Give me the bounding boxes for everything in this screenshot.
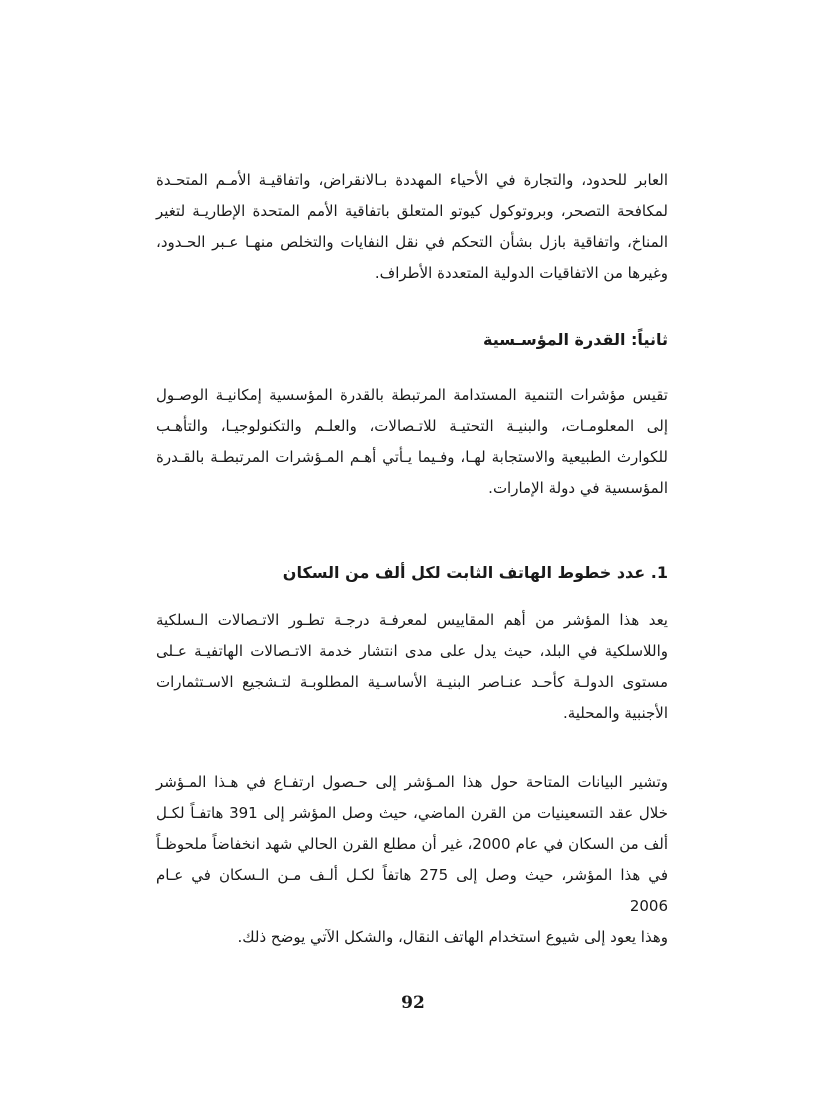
text-line: واللاسلكية في البلد، حيث يدل على مدى انتشار خدمة الاتـصالات الهاتفيـة عـلى — [156, 642, 668, 660]
paragraph-indicator-definition — [156, 605, 668, 729]
text-line: تقيس مؤشرات التنمية المستدامة المرتبطة بالقدرة المؤسسية إمكانيـة الوصـول — [156, 386, 668, 404]
text-line: وغيرها من الاتفاقيات الدولية المتعددة الأطراف. — [374, 264, 668, 282]
text-line: خلال عقد التسعينيات من القرن الماضي، حيث وصل المؤشر إلى 391 هاتفـاً لكـل — [156, 804, 669, 822]
section-heading-institutional-capacity: ثانياً: القدرة المؤسـسية — [483, 330, 668, 349]
text-line: المؤسسية في دولة الإمارات. — [488, 479, 668, 497]
text-line: العابر للحدود، والتجارة في الأحياء المهددة بـالانقراض، واتفاقيـة الأمـم المتحـدة — [156, 171, 668, 189]
text-line: وهذا يعود إلى شيوع استخدام الهاتف النقال، والشكل الآتي يوضح ذلك. — [237, 928, 668, 946]
text-line: وتشير البيانات المتاحة حول هذا المـؤشر إلى حـصول ارتفـاع في هـذا المـؤشر — [156, 773, 668, 791]
paragraph-treaties — [156, 165, 668, 289]
text-line: ألف من السكان في عام 2000، غير أن مطلع القرن الحالي شهد انخفاضاً ملحوظـاً — [156, 835, 669, 853]
subsection-heading-landlines: 1. عدد خطوط الهاتف الثابت لكل ألف من السكان — [282, 563, 668, 582]
text-line: في هذا المؤشر، حيث وصل إلى 275 هاتفاً لكـل ألـف مـن الـسكان في عـام 2006 — [156, 866, 668, 915]
text-line: إلى المعلومـات، والبنيـة التحتيـة للاتـصالات، والعلـم والتكنولوجيـا، والتأهـب — [156, 417, 668, 435]
text-line: يعد هذا المؤشر من أهم المقاييس لمعرفـة درجـة تطـور الاتـصالات الـسلكية — [156, 611, 668, 629]
text-line: مستوى الدولـة كأحـد عنـاصر البنيـة الأساسـية المطلوبـة لتـشجيع الاسـتثمارات — [156, 673, 668, 691]
text-line: للكوارث الطبيعية والاستجابة لهـا، وفـيما يـأتي أهـم المـؤشرات المرتبطـة بالقـدرة — [156, 448, 668, 466]
paragraph-indicator-data — [156, 767, 668, 953]
text-line: لمكافحة التصحر، وبروتوكول كيوتو المتعلق باتفاقية الأمم المتحدة الإطاريـة لتغير — [156, 202, 668, 220]
paragraph-institutional-intro — [156, 380, 668, 504]
page-number: 92 — [401, 993, 425, 1013]
text-line: المناخ، واتفاقية بازل بشأن التحكم في نقل النفايات والتخلص منهـا عـبر الحـدود، — [156, 233, 668, 251]
text-line: الأجنبية والمحلية. — [562, 704, 668, 722]
